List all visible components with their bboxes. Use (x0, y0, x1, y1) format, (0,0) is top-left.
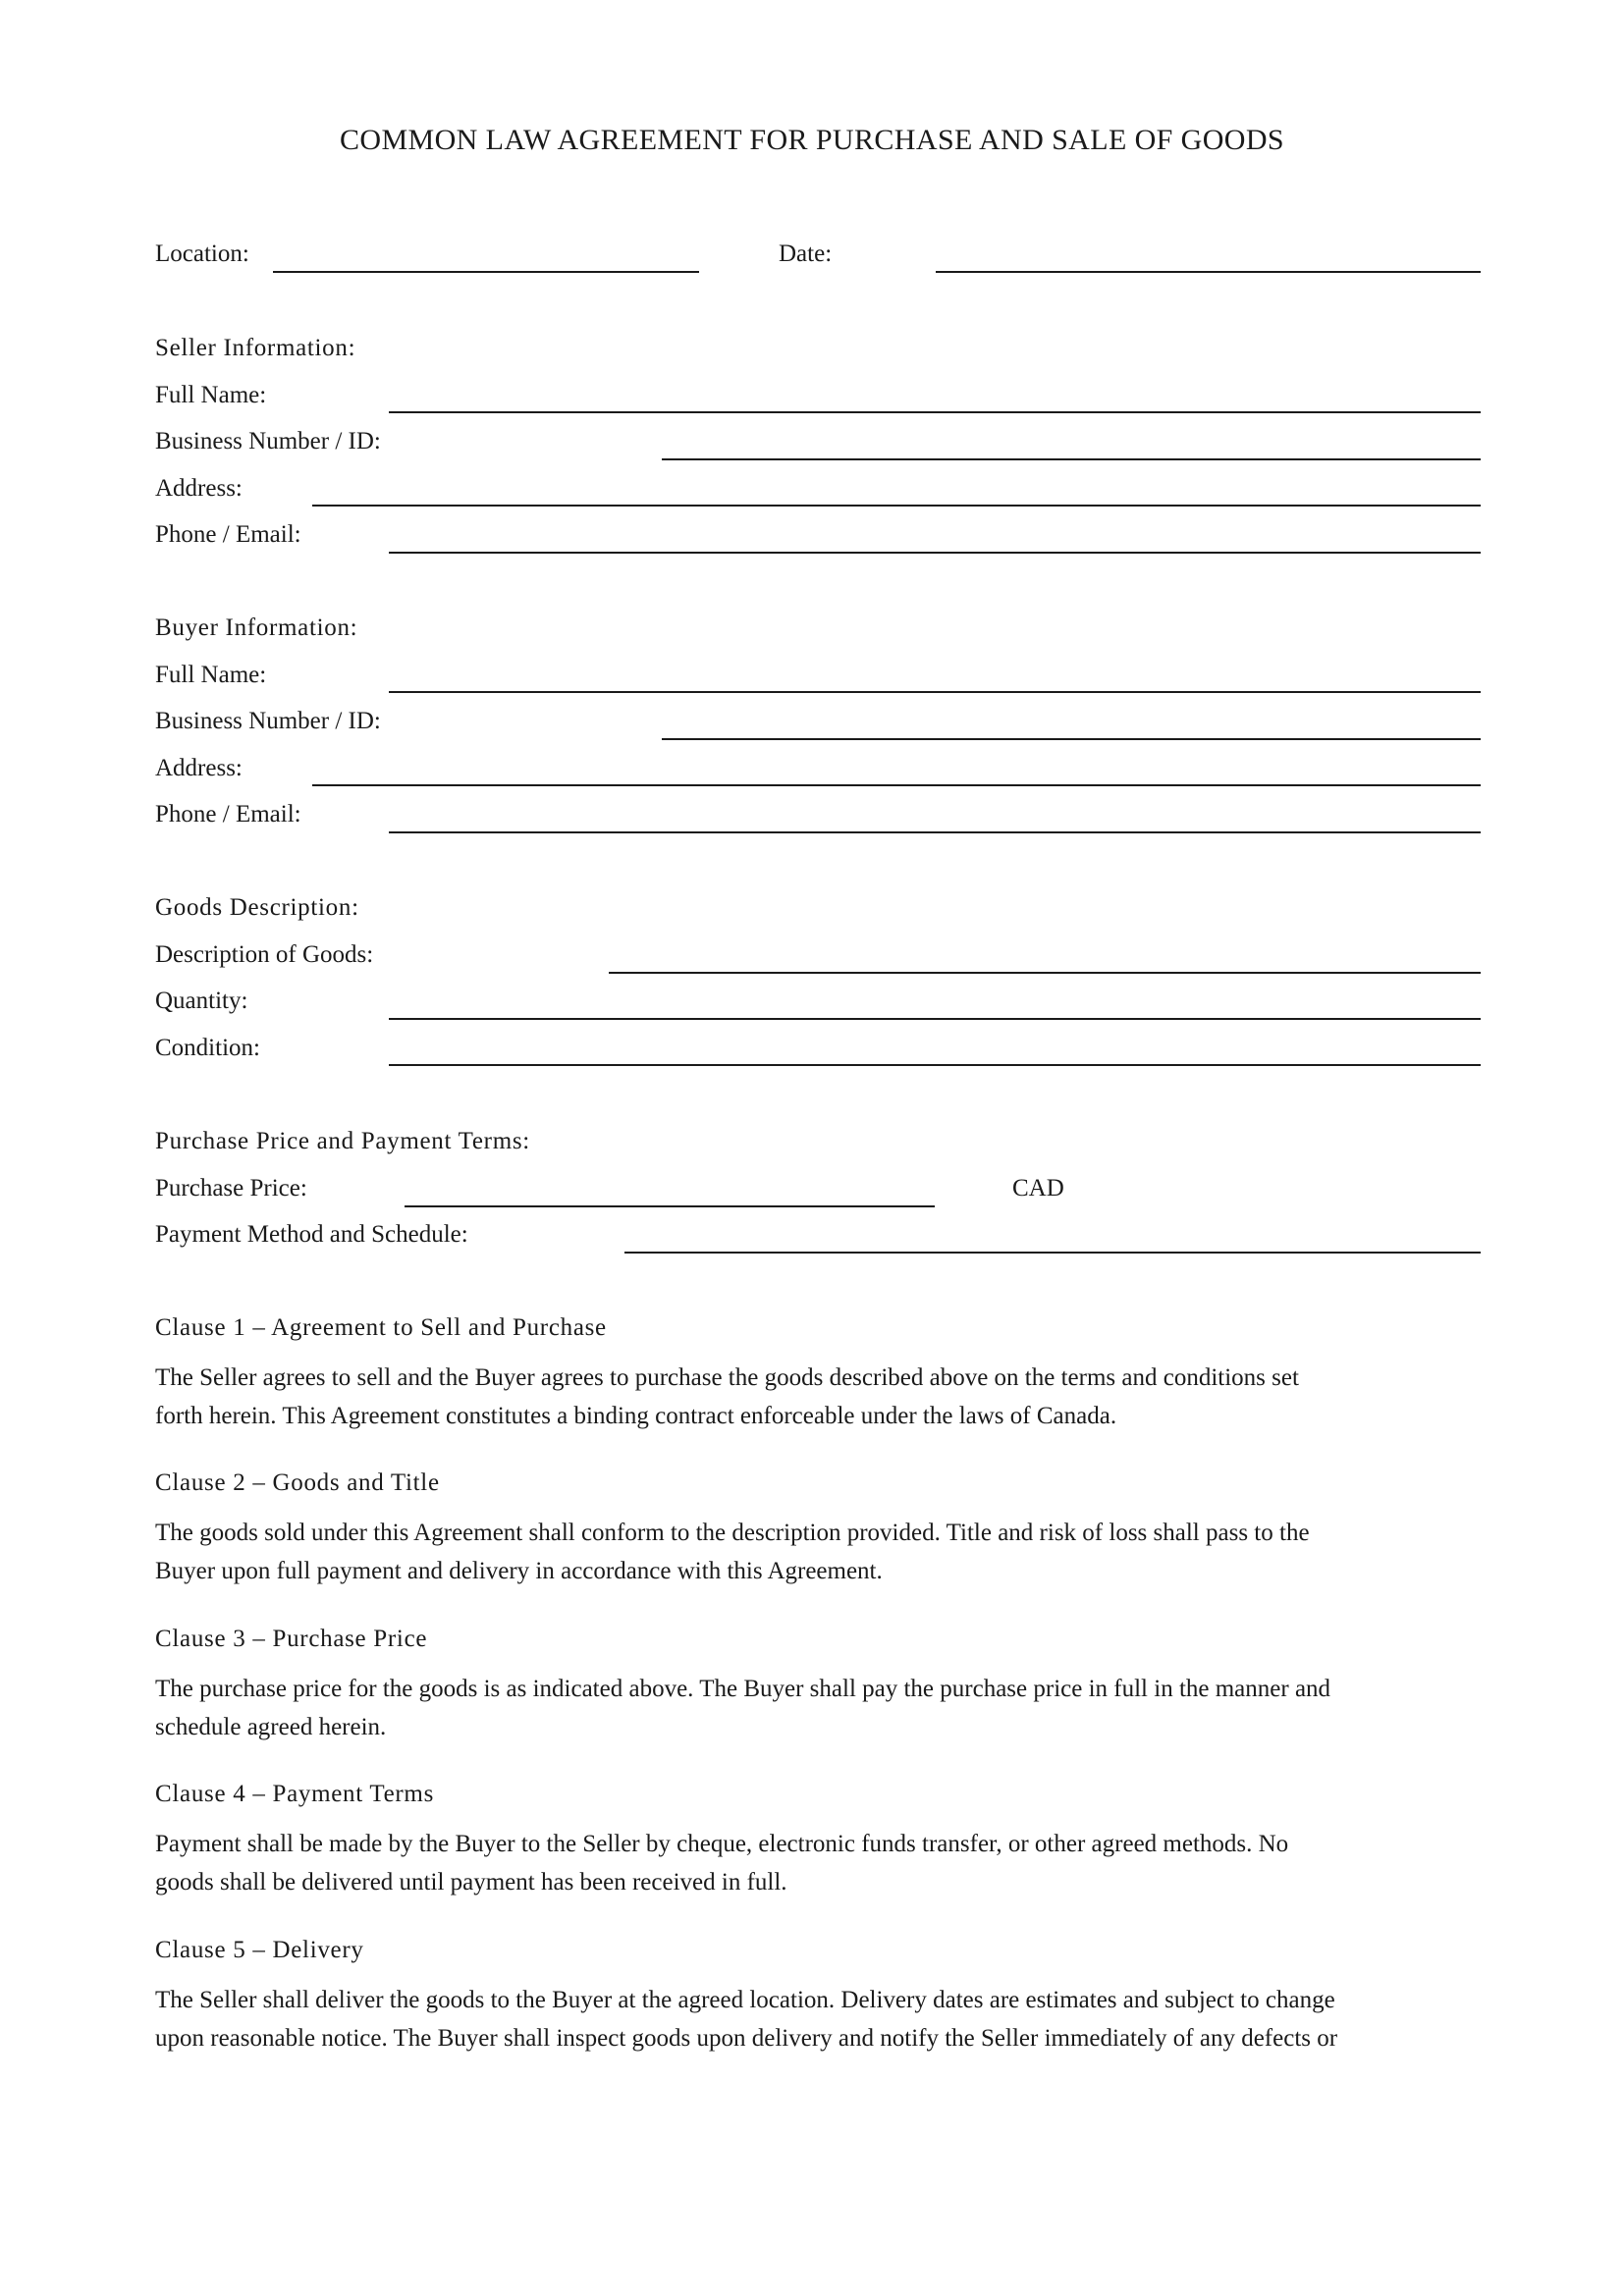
buyer-heading: Buyer Information: (155, 614, 358, 641)
clause-5-line-1: The Seller shall deliver the goods to the Buyer at the agreed location. Delivery dates are estimates and subject to change (155, 1987, 1335, 2013)
purchase-price-label: Purchase Price: (155, 1175, 307, 1201)
seller-full-name-label: Full Name: (155, 382, 267, 408)
clause-1-line-2: forth herein. This Agreement constitutes a binding contract enforceable under the laws of Canada. (155, 1403, 1117, 1429)
seller-address-label: Address: (155, 475, 243, 502)
goods-heading: Goods Description: (155, 894, 359, 921)
clause-2-heading: Clause 2 – Goods and Title (155, 1469, 440, 1496)
location-field[interactable] (273, 271, 699, 273)
currency-label: CAD (1012, 1175, 1064, 1201)
clause-1-body (155, 1359, 1481, 1435)
seller-business-number-label: Business Number / ID: (155, 428, 381, 454)
clause-2-line-1: The goods sold under this Agreement shall conform to the description provided. Title and risk of loss shall pass to the (155, 1520, 1310, 1546)
clause-1-heading: Clause 1 – Agreement to Sell and Purchase (155, 1314, 607, 1341)
buyer-business-number-field[interactable] (662, 738, 1481, 740)
payment-method-field[interactable] (624, 1252, 1481, 1254)
clause-2-body (155, 1514, 1481, 1590)
clause-5-heading: Clause 5 – Delivery (155, 1937, 364, 1963)
clause-3-heading: Clause 3 – Purchase Price (155, 1626, 428, 1652)
buyer-full-name-label: Full Name: (155, 662, 267, 688)
date-field[interactable] (936, 271, 1481, 273)
buyer-full-name-field[interactable] (389, 691, 1481, 693)
clause-5-body (155, 1981, 1481, 2057)
purchase-price-field[interactable] (405, 1205, 935, 1207)
seller-address-field[interactable] (312, 505, 1481, 507)
buyer-contact-label: Phone / Email: (155, 801, 301, 828)
goods-quantity-field[interactable] (389, 1018, 1481, 1020)
clause-5-line-2: upon reasonable notice. The Buyer shall inspect goods upon delivery and notify the Seller immediately of any defects or (155, 2025, 1338, 2052)
clause-4-body (155, 1825, 1481, 1901)
payment-method-label: Payment Method and Schedule: (155, 1221, 468, 1248)
goods-description-label: Description of Goods: (155, 941, 374, 968)
buyer-contact-field[interactable] (389, 831, 1481, 833)
buyer-address-label: Address: (155, 755, 243, 781)
goods-condition-label: Condition: (155, 1035, 260, 1061)
location-label: Location: (155, 240, 249, 267)
goods-quantity-label: Quantity: (155, 988, 248, 1014)
seller-business-number-field[interactable] (662, 458, 1481, 460)
clause-4-heading: Clause 4 – Payment Terms (155, 1781, 434, 1807)
buyer-business-number-label: Business Number / ID: (155, 708, 381, 734)
clause-4-line-1: Payment shall be made by the Buyer to the Seller by cheque, electronic funds transfer, or other agreed methods. No (155, 1831, 1289, 1857)
price-heading: Purchase Price and Payment Terms: (155, 1128, 530, 1154)
goods-description-field[interactable] (609, 972, 1481, 974)
seller-contact-field[interactable] (389, 552, 1481, 554)
clause-2-line-2: Buyer upon full payment and delivery in accordance with this Agreement. (155, 1558, 883, 1584)
document-title: COMMON LAW AGREEMENT FOR PURCHASE AND SALE OF GOODS (339, 124, 1284, 156)
goods-condition-field[interactable] (389, 1064, 1481, 1066)
date-label: Date: (779, 240, 833, 267)
clause-3-body (155, 1670, 1481, 1746)
clause-4-line-2: goods shall be delivered until payment has been received in full. (155, 1869, 787, 1896)
buyer-address-field[interactable] (312, 784, 1481, 786)
clause-3-line-2: schedule agreed herein. (155, 1714, 387, 1740)
seller-heading: Seller Information: (155, 335, 356, 361)
clause-3-line-1: The purchase price for the goods is as indicated above. The Buyer shall pay the purchase price in full in the manner and (155, 1676, 1331, 1702)
clause-1-line-1: The Seller agrees to sell and the Buyer agrees to purchase the goods described above on the terms and conditions set (155, 1364, 1299, 1391)
seller-contact-label: Phone / Email: (155, 521, 301, 548)
seller-full-name-field[interactable] (389, 411, 1481, 413)
